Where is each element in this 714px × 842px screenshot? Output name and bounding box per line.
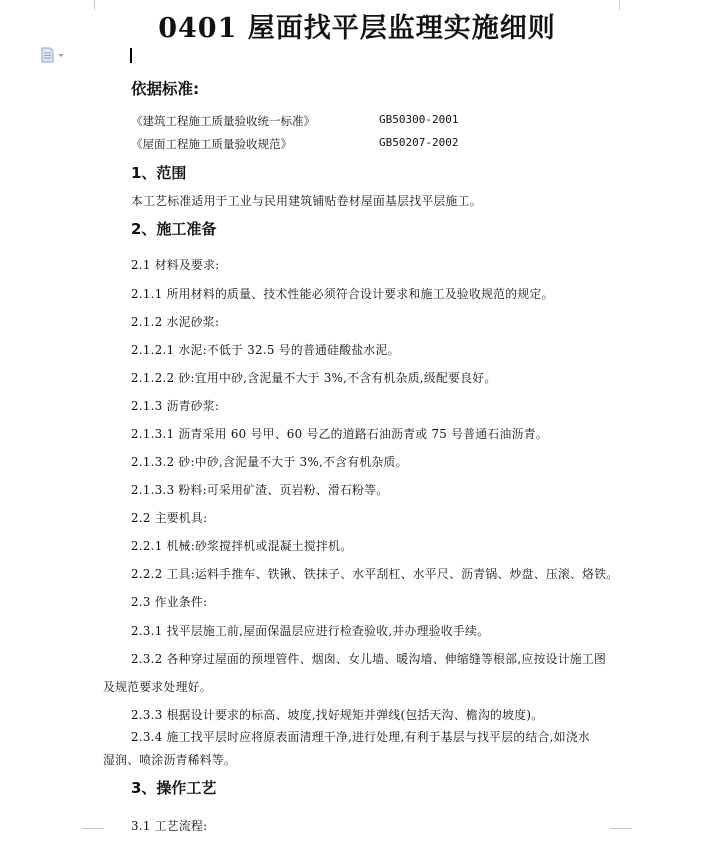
- text-cursor: [130, 48, 132, 63]
- paragraph: 2.2.1 机械:砂浆搅拌机或混凝土搅拌机。: [131, 539, 353, 553]
- paragraph: 2.1.3.3 粉料:可采用矿渣、页岩粉、滑石粉等。: [131, 483, 389, 497]
- paragraph: 本工艺标准适用于工业与民用建筑铺贴卷材屋面基层找平层施工。: [131, 194, 482, 208]
- paragraph: 2.2 主要机具:: [131, 511, 208, 525]
- standard-name: 《屋面工程施工质量验收规范》: [131, 137, 292, 151]
- paragraph: 2.3.4 施工找平层时应将原表面清理干净,进行处理,有利于基层与找平层的结合,如浇水: [131, 730, 591, 744]
- paragraph: 2.1.2 水泥砂浆:: [131, 315, 220, 329]
- paragraph: 2.1.3.1 沥青采用 60 号甲、60 号乙的道路石油沥青或 75 号普通石油沥青。: [131, 427, 548, 441]
- paragraph: 3.1 工艺流程:: [131, 819, 208, 833]
- paragraph: 2.1.2.1 水泥:不低于 32.5 号的普通硅酸盐水泥。: [131, 343, 400, 357]
- basis-heading: 依据标准:: [131, 80, 200, 98]
- paragraph: 2.1.2.2 砂:宜用中砂,含泥量不大于 3%,不含有机杂质,级配要良好。: [131, 371, 497, 385]
- paragraph: 2.3.1 找平层施工前,屋面保温层应进行检查验收,并办理验收手续。: [131, 624, 490, 638]
- document-options-icon[interactable]: [40, 47, 66, 63]
- paragraph: 2.3.3 根据设计要求的标高、坡度,找好规矩并弹线(包括天沟、檐沟的坡度)。: [131, 708, 544, 722]
- paragraph-continuation: 及规范要求处理好。: [103, 680, 212, 694]
- standard-row: [131, 113, 459, 129]
- page-corner-mark: [82, 828, 104, 839]
- section-heading-scope: 1、范围: [131, 164, 187, 182]
- standard-code: GB50300-2001: [379, 113, 459, 126]
- standard-row: [131, 136, 459, 152]
- paragraph: 2.1.3.2 砂:中砂,含泥量不大于 3%,不含有机杂质。: [131, 455, 408, 469]
- paragraph: 2.2.2 工具:运料手推车、铁锹、铁抹子、水平刮杠、水平尺、沥青锅、炒盘、压滚、烙铁。: [131, 567, 619, 581]
- paragraph: 2.3.2 各种穿过屋面的预埋管件、烟囱、女儿墙、暖沟墙、伸缩缝等根部,应按设计施工图: [131, 652, 607, 666]
- paragraph: 2.1.1 所用材料的质量、技术性能必须符合设计要求和施工及验收规范的规定。: [131, 287, 554, 301]
- section-heading-preparation: 2、施工准备: [131, 220, 217, 238]
- standard-name: 《建筑工程施工质量验收统一标准》: [131, 114, 315, 128]
- paragraph: 2.1.3 沥青砂浆:: [131, 399, 220, 413]
- page-corner-mark: [610, 828, 632, 839]
- paragraph: 2.3 作业条件:: [131, 595, 208, 609]
- paragraph: 2.1 材料及要求:: [131, 258, 220, 272]
- paragraph-continuation: 湿润、喷涂沥青稀料等。: [103, 753, 237, 767]
- standard-code: GB50207-2002: [379, 136, 459, 149]
- section-heading-process: 3、操作工艺: [131, 779, 217, 797]
- page-title: 0401 屋面找平层监理实施细则: [158, 13, 556, 44]
